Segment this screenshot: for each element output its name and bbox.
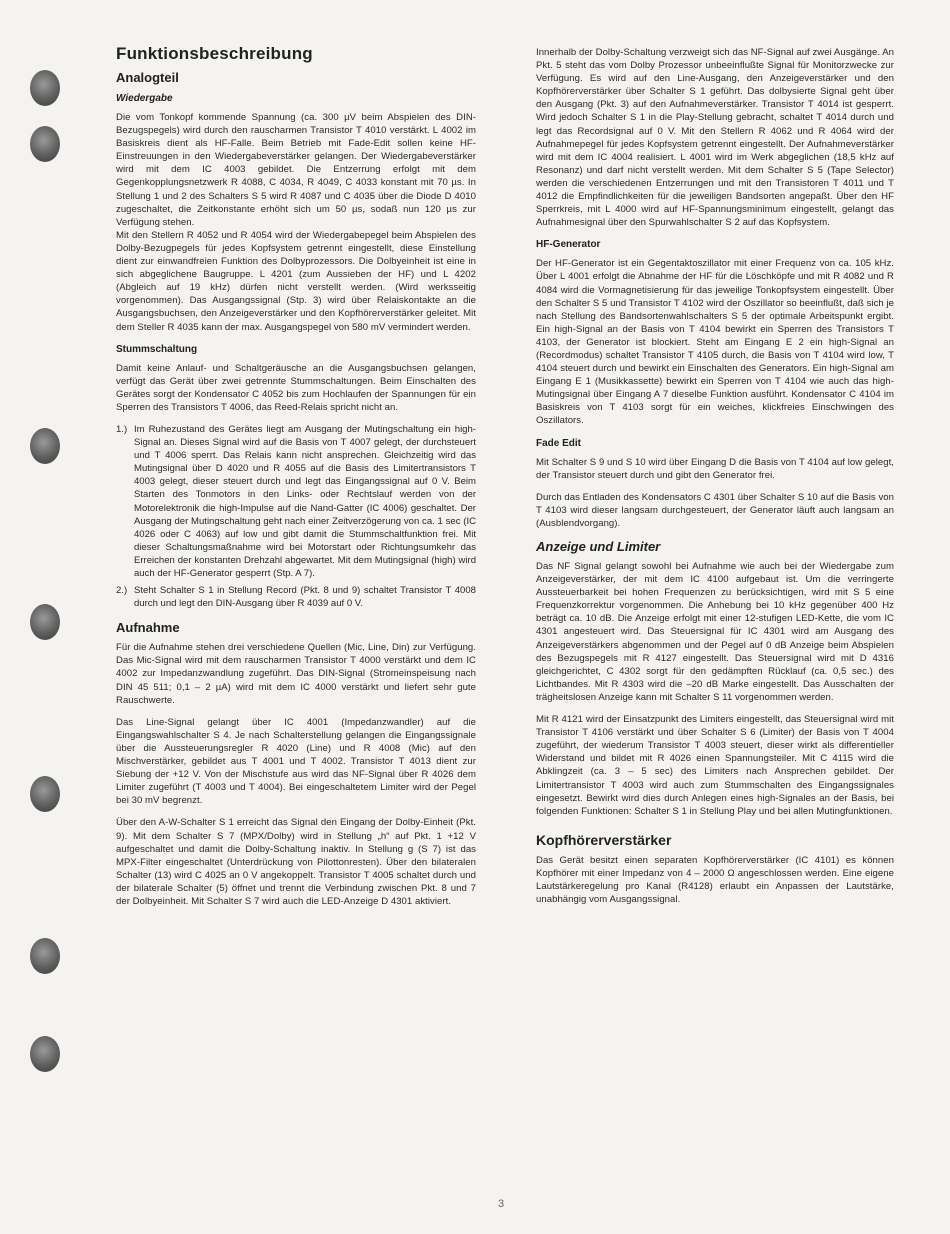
paragraph: Das Gerät besitzt einen separaten Kopfhörerverstärker (IC 4101) es können Kopfhörer mit einer Impedanz von 4 – 2000 Ω angeschlossen werden. Eine eigene Lautstärkeregelung pro Kanal (R4128) erlaubt ein Anpassen der Lautstärke, unabhängig vom Ausgangssignal. xyxy=(536,854,894,906)
paragraph: Mit R 4121 wird der Einsatzpunkt des Limiters eingestellt, das Steuersignal wird mit Transistor T 4106 verstärkt und über Schalter S 6 (Limiter) der Basis von T 4004 zugeführt, der wiederum Transistor T 4003 steuert, dieser wirkt als differentieller Widerstand und bildet mit R 4026 einen Spannungsteiler. Mit C 4115 wird die Abklingzeit (ca. 3 – 5 sec) des Limiters nach Ansprechen gebildet. Der Limitertransistor T 4003 wird auch zum Stummschalten des Eingangssignales eingesetzt. Bewirkt wird dies durch Anlegen eines high-Signales an der Basis, bei folgenden Funktionen: Schalter S 1 in Stellung Play und bei allen Mutingfunktionen. xyxy=(536,714,894,817)
binder-hole xyxy=(30,776,60,812)
paragraph: Die vom Tonkopf kommende Spannung (ca. 300 µV beim Abspielen des DIN-Bezugspegels) wird durch den rauscharmen Transistor T 4010 verstärkt. L 4002 im Basiskreis dient als HF-Falle. Beim Betrieb mit Fade-Edit sollen keine HF-Einstreuungen in den Wiedergabeverstärker gelangen. Der Wiedergabeverstärker wird mit dem IC 4003 gebildet. Die Entzerrung erfolgt mit dem Gegenkopplungsnetzwerk R 4088, C 4034, R 4049, C 4033 konstant mit 70 µs. In Stellung 1 und 2 des Schalters S 5 wird R 4087 und C 4035 über die Diode D 4010 zugeschaltet, die Zeitkonstante erhöht sich um 50 µs, sodaß nun 120 µs zur Verfügung stehen. xyxy=(116,112,476,228)
binder-hole xyxy=(30,428,60,464)
binder-hole xyxy=(30,70,60,106)
paragraph: Über den A-W-Schalter S 1 erreicht das Signal den Eingang der Dolby-Einheit (Pkt. 9). Mit dem Schalter S 7 (MPX/Dolby) wird in Stellung „h“ auf Pkt. 1 +12 V aufgeschaltet und damit die Dolby-Schaltung inaktiv. In Stellung g (S 7) ist das MPX-Filter eingeschaltet (Unterdrückung von Pilottonresten). Über den bilateralen Schalter (13) wird C 4025 an 0 V angekoppelt. Transistor T 4005 schaltet durch und der bilaterale Schalter (5) öffnet und trennt die Verbindung zwischen Pkt. 8 und 7 der Dolbyeinheit. Mit Schalter S 7 wird auch die LED-Anzeige D 4301 aktiviert. xyxy=(116,817,476,907)
paragraph: Das Line-Signal gelangt über IC 4001 (Impedanzwandler) auf die Eingangswahlschalter S 4. Je nach Schalterstellung gelangen die Eingangssignale über die Aussteuerungsregler R 4020 (Line) und R 4008 (Mic) auf den Mischverstärker, gebildet aus T 4001 und T 4002. Transistor T 4013 dient zur Siebung der +12 V. Von der Mischstufe aus wird das NF-Signal über R 4026 dem Limiter zugeführt (T 4003 und T 4004). Bei eingeschaltetem Limiter wird der Pegel bei 30 mV begrenzt. xyxy=(116,716,476,807)
paragraph: Durch das Entladen des Kondensators C 4301 über Schalter S 10 auf die Basis von T 4103 wird dieser langsam durchgesteuert, der Generator läuft auch langsam an (Ausblendvorgang). xyxy=(536,491,894,529)
list-item-text: Im Ruhezustand des Gerätes liegt am Ausgang der Mutingschaltung ein high-Signal an. Dieses Signal wird auf die Basis von T 4007 gelegt, der durchsteuert und T 4006 sperrt. Das Relais kann nicht ansprechen. Gleichzeitig wird das Mutingsignal über D 4020 und R 4055 auf die Basis des Limitertransistors T 4003 gelegt, dieser steuert durch und legt das Eingangssignal auf 0 V. Beim Starten des Tonmotors in den Links- oder Rechtslauf werden von der Motorelektronik die high-Impulse auf die Nand-Gatter (IC 4006) geschaltet. Der Ausgang der Mutingschaltung geht nach einer Zeitverzögerung von ca. 1 sec (IC 4026 oder C 4063) auf low und gibt damit die Stummschaltfunktion frei. Mit dieser Schaltungsmaßnahme wird bei Motorstart oder Richtungsumkehr das Erreichen der konstanten Drehzahl abgewartet. Mit dem Mutingsignal (high) wird auch der HF-Generator gesperrt (Stp. A 7). xyxy=(134,423,476,579)
paragraph: Für die Aufnahme stehen drei verschiedene Quellen (Mic, Line, Din) zur Verfügung. Das Mic-Signal wird mit dem rauscharmen Transistor T 4000 verstärkt und dem IC 4002 zur Impedanzwandlung zugeführt. Das DIN-Signal (Stromeinspeisung nach DIN 45 511; 0,1 – 2 µA) wird mit dem IC 4000 verstärkt und liefert sehr gute Rauschwerte. xyxy=(116,642,476,706)
list-item xyxy=(116,423,476,580)
page-title: Funktionsbeschreibung xyxy=(116,44,313,63)
heading-fade-edit: Fade Edit xyxy=(536,437,582,449)
list-item-text: Steht Schalter S 1 in Stellung Record (Pkt. 8 und 9) schaltet Transistor T 4008 durch und legt den DIN-Ausgang über R 4039 auf 0 V. xyxy=(134,585,476,610)
binder-hole xyxy=(30,938,60,974)
paragraph: Das NF Signal gelangt sowohl bei Aufnahme wie auch bei der Wiedergabe zum Anzeigeverstärker, der mit dem IC 4100 aufgebaut ist. Um die verringerte Aussteuerbarkeit bei hohen Frequenzen zu berücksichtigen, wird mit S 5 eine Frequenzkorrektur vorgenommen. Die Anhebung bei 10 kHz gegenüber 400 Hz beträgt ca. 10 dB. Die Anzeige erfolgt mit einer 12-stufigen LED-Kette, die vom IC 4301 angesteuert wird. Das Steuersignal für IC 4301 wird am Ausgang des Anzeigeverstärkers abgenommen und der Pegel auf 0 dB Anzeige beim Abspielen des Bezugspegels mit R 4127 eingestellt. Das Steuersignal wird mit D 4316 gleichgerichtet, C 4302 sorgt für den gedämpften Rücklauf (ca. 0,5 sec.) des Lichtbandes. Mit R 4303 wird die –20 dB Marke eingestellt. Das Ausschalten der trägheitslosen Anzeige kann mit Schalter S 11 vorgenommen werden. xyxy=(536,561,894,703)
list-item xyxy=(116,584,476,610)
stumm-list xyxy=(116,423,476,610)
paragraph: Damit keine Anlauf- und Schaltgeräusche an die Ausgangsbuchsen gelangen, verfügt das Gerät über zwei getrennte Stummschaltungen. Beim Einschalten des Gerätes sorgt der Kondensator C 4052 bis zum Hochlaufen der Spannungen für ein Sperren des Transistors T 4006, das Reed-Relais spricht nicht an. xyxy=(116,362,476,413)
heading-stummschaltung: Stummschaltung xyxy=(116,343,198,355)
heading-wiedergabe: Wiedergabe xyxy=(116,93,173,104)
paragraph: Der HF-Generator ist ein Gegentaktoszillator mit einer Frequenz von ca. 105 kHz. Über L 4001 erfolgt die Abnahme der HF für die Löschköpfe und mit R 4082 und R 4084 wird die Vormagnetisierung für das jeweilige Tonkopfsystem eingestellt. Über den Schalter S 5 und Transistor T 4102 wird der Oszillator so beeinflußt, daß sich je nach Stellung des Bandsortenwahlschalters S 5 der optimale Arbeitspunkt ergibt. Ein high-Signal an der Basis von T 4104 bewirkt ein Sperren des Transistors T 4103, der Generator ist blockiert. Steht am Eingang E 2 ein high-Signal an (Recordmodus) schaltet Transistor T 4105 durch, die Basis von T 4104 wird low, T 4104 steuert durch und bewirkt ein Einschalten des Generators. Ein high-Signal am Eingang E 1 (Musikkassette) bewirkt ein Sperren von T 4104 wie auch das high-Mutingsignal über Eingang A 7 dieselbe Funktion ausführt. Kondensator C 4104 im Basiskreis von T 4103 sorgt für ein weiches, klickfreies Einschwingen des Oszillators. xyxy=(536,258,894,427)
section-heading-analogteil: Analogteil xyxy=(116,70,179,85)
heading-anzeige-limiter: Anzeige und Limiter xyxy=(536,539,661,554)
paragraph: Mit den Stellern R 4052 und R 4054 wird der Wiedergabepegel beim Abspielen des Dolby-Bezugpegels für jedes Kopfsystem getrennt eingestellt, diese Einstellung dient zur einwandfreien Funktion des Dolbyprozessors. Die Dolbyeinheit ist eine in sich abgeglichene Baugruppe. L 4201 (zum Aussieben der HF) und L 4202 (Abgleich auf 19 kHz) dürfen nicht verstellt werden. (Wird werksseitig vorgenommen). Das Ausgangssignal (Stp. 3) wird über Relaiskontakte an die Ausgangsbuchsen, den Anzeigeverstärker und den Kopfhörerverstärker geleitet. Mit dem Steller R 4035 kann der max. Ausgangspegel von 580 mV vermindert werden. xyxy=(116,229,476,333)
heading-aufnahme: Aufnahme xyxy=(116,620,180,636)
list-item-number: 2.) xyxy=(116,585,128,597)
left-column xyxy=(116,44,476,917)
binder-hole xyxy=(30,1036,60,1072)
right-column xyxy=(536,44,894,915)
paragraph: Innerhalb der Dolby-Schaltung verzweigt sich das NF-Signal auf zwei Ausgänge. An Pkt. 5 steht das vom Dolby Prozessor unbeeinflußte Signal für Monitorzwecke zur Verfügung. Es wird auf den Line-Ausgang, den Anzeigeverstärker und den Kopfhörerverstärker über Schalter S 1 geführt. Das dolbysierte Signal geht über den Ausgang (Pkt. 3) auf den Aufnahmeverstärker. Transistor T 4014 ist gesperrt. Wird jedoch Schalter S 1 in die Play-Stellung gebracht, schaltet T 4014 durch und legt das Recordsignal auf 0 V. Mit den Stellern R 4062 und R 4064 wird der Aufnahmepegel für jedes Kopfsystem getrennt eingestellt. Der Aufnahmeverstärker wird mit dem IC 4004 realisiert. L 4001 wird im Werk abgeglichen (18,5 kHz auf Resonanz) und darf nicht verstellt werden. Mit dem Schalter S 5 (Tape Selector) werden die verschiedenen Entzerrungen und mit den Transistoren T 4011 und T 4012 die Empfindlichkeiten für die jeweiligen Bandsorten angepaßt. Über den HF Sperrkreis, mit L 4000 wird auf HF-Spannungsminimum eingestellt, gelangt das Aufnahmesignal über den Spurwahlschalter S 2 auf das Kopfsystem. xyxy=(536,47,894,229)
heading-kopfhoererverstaerker: Kopfhörerverstärker xyxy=(536,831,672,848)
heading-hf-generator: HF-Generator xyxy=(536,239,601,251)
paragraph: Mit Schalter S 9 und S 10 wird über Eingang D die Basis von T 4104 auf low gelegt, der Transistor steuert durch und gibt den Generator frei. xyxy=(536,456,894,481)
binder-hole xyxy=(30,604,60,640)
binder-hole xyxy=(30,126,60,162)
list-item-number: 1.) xyxy=(116,423,128,435)
page-number: 3 xyxy=(498,1198,505,1210)
